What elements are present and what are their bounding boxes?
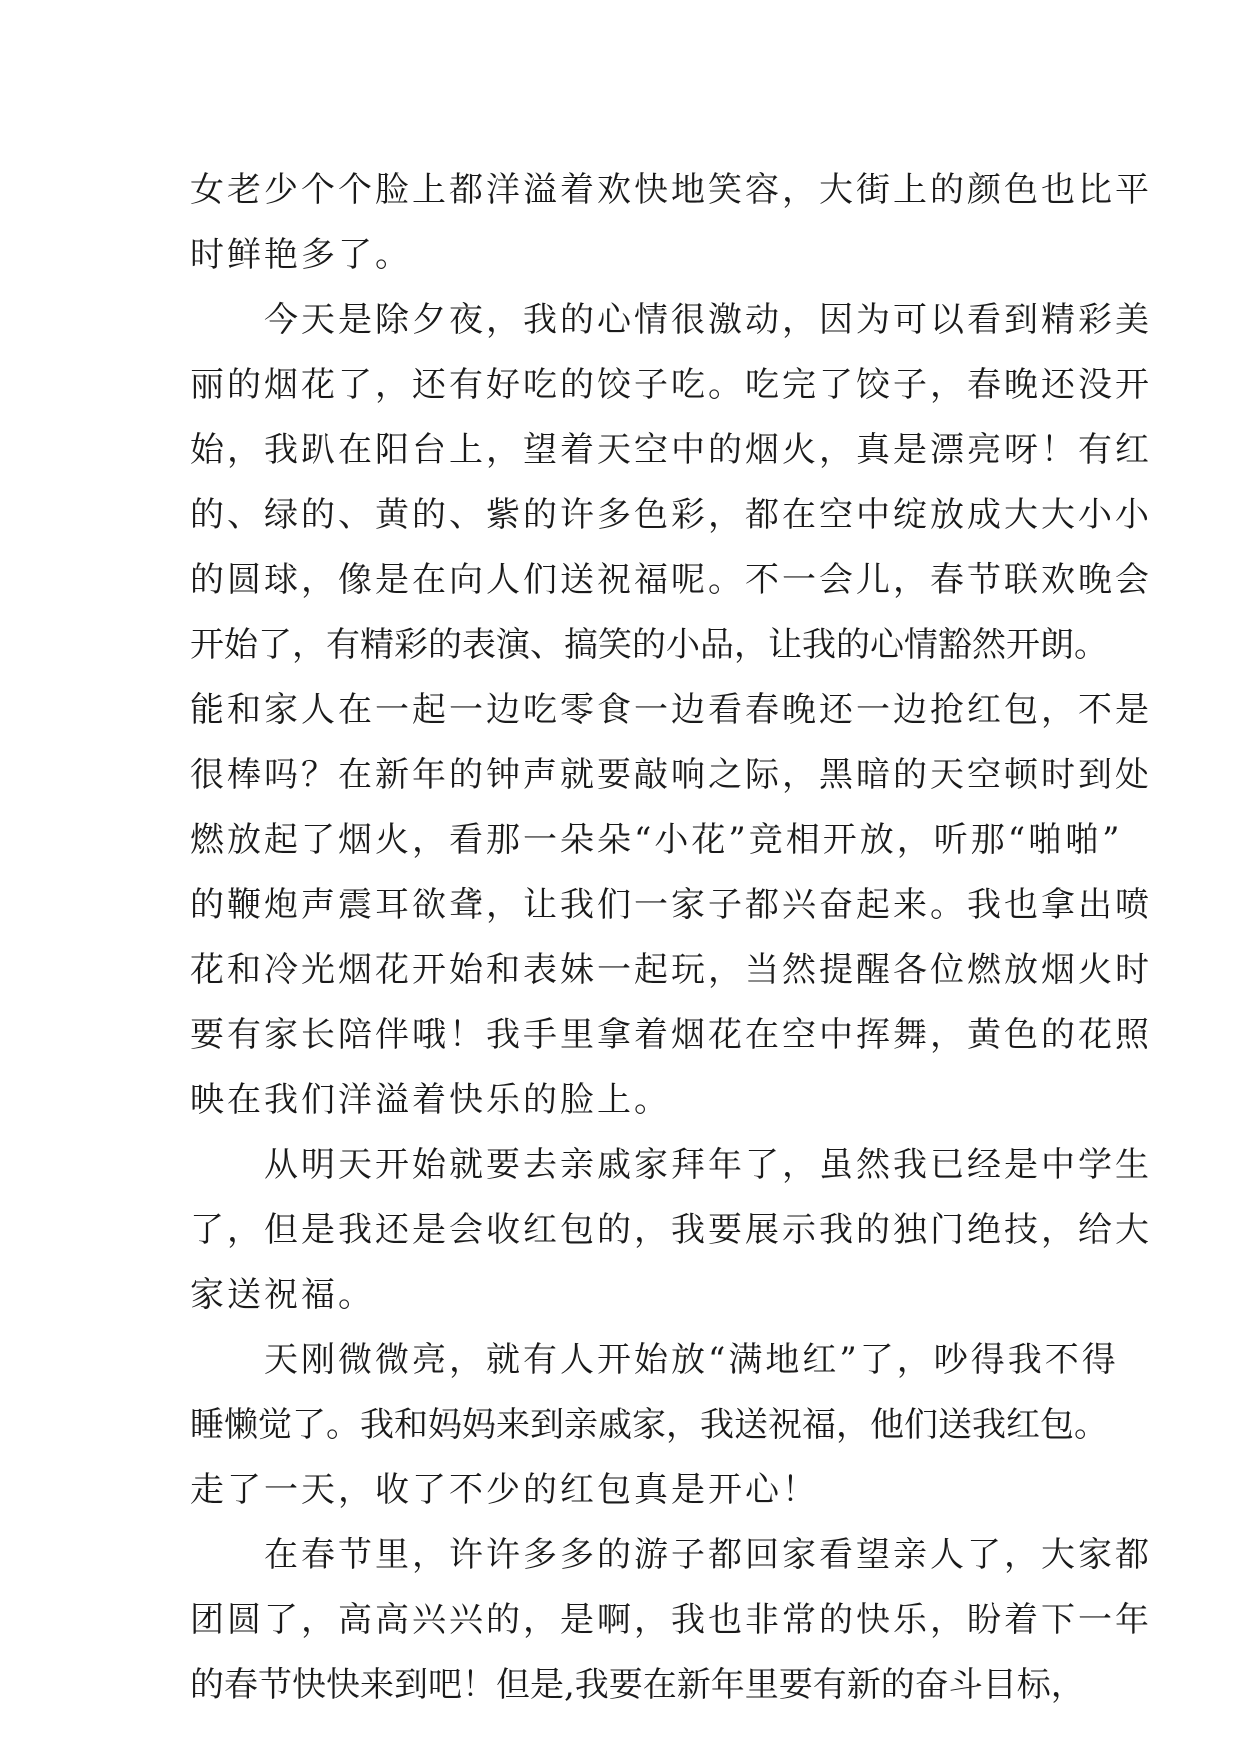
text-line: 的春节快快来到吧！但是,我要在新年里要有新的奋斗目标， [190,1665,1085,1705]
text-line: 家送祝福。 [190,1275,375,1315]
text-line: 映在我们洋溢着快乐的脸上。 [190,1080,671,1120]
essay-text [190,158,1152,1718]
text-line: 女老少个个脸上都洋溢着欢快地笑容，大街上的颜色也比平 [190,170,1152,210]
text-line: 要有家长陪伴哦！我手里拿着烟花在空中挥舞，黄色的花照 [190,1015,1152,1055]
text-line: 开始了，有精彩的表演、搞笑的小品，让我的心情豁然开朗。 [190,625,1108,665]
text-line: 时鲜艳多了。 [190,235,412,275]
text-line: 的圆球，像是在向人们送祝福呢。不一会儿，春节联欢晚会 [190,560,1152,600]
text-line: 团圆了，高高兴兴的，是啊，我也非常的快乐，盼着下一年 [190,1600,1152,1640]
text-line: 丽的烟花了，还有好吃的饺子吃。吃完了饺子，春晚还没开 [190,365,1152,405]
text-line: 走了一天，收了不少的红包真是开心！ [190,1470,819,1510]
text-line: 的鞭炮声震耳欲聋，让我们一家子都兴奋起来。我也拿出喷 [190,885,1152,925]
text-line: 天刚微微亮，就有人开始放“满地红”了，吵得我不得 [190,1340,1119,1380]
text-line: 了，但是我还是会收红包的，我要展示我的独门绝技，给大 [190,1210,1152,1250]
text-line: 燃放起了烟火，看那一朵朵“小花”竞相开放，听那“啪啪” [190,820,1123,860]
text-line: 能和家人在一起一边吃零食一边看春晚还一边抢红包，不是 [190,690,1152,730]
text-line: 睡懒觉了。我和妈妈来到亲戚家，我送祝福，他们送我红包。 [190,1405,1108,1445]
text-line: 的、绿的、黄的、紫的许多色彩，都在空中绽放成大大小小 [190,495,1152,535]
text-line: 在春节里，许许多多的游子都回家看望亲人了，大家都 [190,1535,1152,1575]
text-line: 从明天开始就要去亲戚家拜年了，虽然我已经是中学生 [190,1145,1152,1185]
text-line: 始，我趴在阳台上，望着天空中的烟火，真是漂亮呀！有红 [190,430,1152,470]
text-line: 今天是除夕夜，我的心情很激动，因为可以看到精彩美 [190,300,1152,340]
text-line: 花和冷光烟花开始和表妹一起玩，当然提醒各位燃放烟火时 [190,950,1152,990]
text-line: 很棒吗？在新年的钟声就要敲响之际，黑暗的天空顿时到处 [190,755,1152,795]
